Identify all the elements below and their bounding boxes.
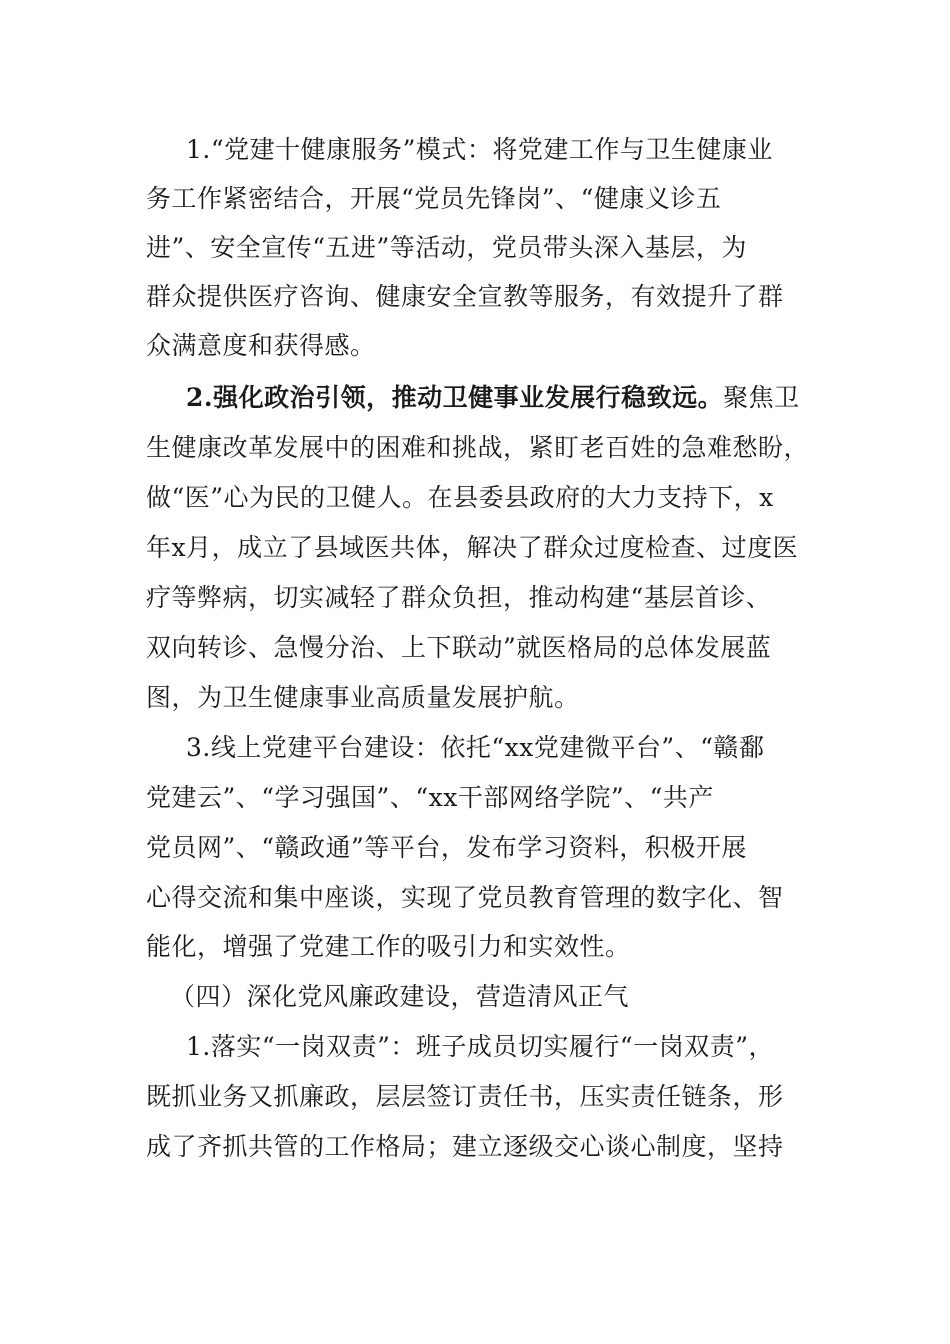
paragraph-2-line-4: 年x月，成立了县域医共体，解决了群众过度检查、过度医 bbox=[146, 533, 799, 562]
paragraph-1-line-3: 进”、安全宣传“五进”等活动，党员带头深入基层，为 bbox=[146, 233, 747, 262]
paragraph-1-line-1: 1.“党建十健康服务”模式：将党建工作与卫生健康业 bbox=[186, 135, 773, 164]
paragraph-2-line-2: 生健康改革发展中的困难和挑战，紧盯老百姓的急难愁盼， bbox=[146, 433, 810, 462]
paragraph-2-line-3: 做“医”心为民的卫健人。在县委县政府的大力支持下，x bbox=[146, 483, 774, 512]
paragraph-4-line-2: 既抓业务又抓廉政，层层签订责任书，压实责任链条，形 bbox=[146, 1082, 784, 1111]
paragraph-1-line-5: 众满意度和获得感。 bbox=[146, 331, 376, 360]
paragraph-2-line-1 bbox=[186, 382, 800, 414]
paragraph-4-line-3: 成了齐抓共管的工作格局；建立逐级交心谈心制度，坚持 bbox=[146, 1132, 784, 1161]
paragraph-4-line-1: 1.落实“一岗双责”：班子成员切实履行“一岗双责”， bbox=[186, 1032, 774, 1061]
paragraph-3-line-3: 党员网”、“赣政通”等平台，发布学习资料，积极开展 bbox=[146, 833, 747, 862]
paragraph-2-bold-lead: 2.强化政治引领，推动卫健事业发展行稳致远。 bbox=[186, 383, 724, 412]
section-heading: （四）深化党风廉政建设，营造清风正气 bbox=[170, 982, 630, 1011]
paragraph-3-line-2: 党建云”、“学习强国”、“xx干部网络学院”、“共产 bbox=[146, 783, 714, 812]
paragraph-3-line-4: 心得交流和集中座谈，实现了党员教育管理的数字化、智 bbox=[146, 883, 784, 912]
paragraph-3-line-5: 能化，增强了党建工作的吸引力和实效性。 bbox=[146, 932, 631, 961]
paragraph-2-lead-rest: 聚焦卫 bbox=[723, 383, 800, 412]
paragraph-3-line-1: 3.线上党建平台建设：依托“xx党建微平台”、“赣鄱 bbox=[186, 733, 765, 762]
paragraph-2-line-5: 疗等弊病，切实减轻了群众负担，推动构建“基层首诊、 bbox=[146, 583, 772, 612]
paragraph-1-line-4: 群众提供医疗咨询、健康安全宣教等服务，有效提升了群 bbox=[146, 282, 784, 311]
paragraph-1-line-2: 务工作紧密结合，开展“党员先锋岗”、“健康义诊五 bbox=[146, 184, 722, 213]
paragraph-2-line-6: 双向转诊、急慢分治、上下联动”就医格局的总体发展蓝 bbox=[146, 633, 772, 662]
paragraph-2-line-7: 图，为卫生健康事业高质量发展护航。 bbox=[146, 683, 580, 712]
